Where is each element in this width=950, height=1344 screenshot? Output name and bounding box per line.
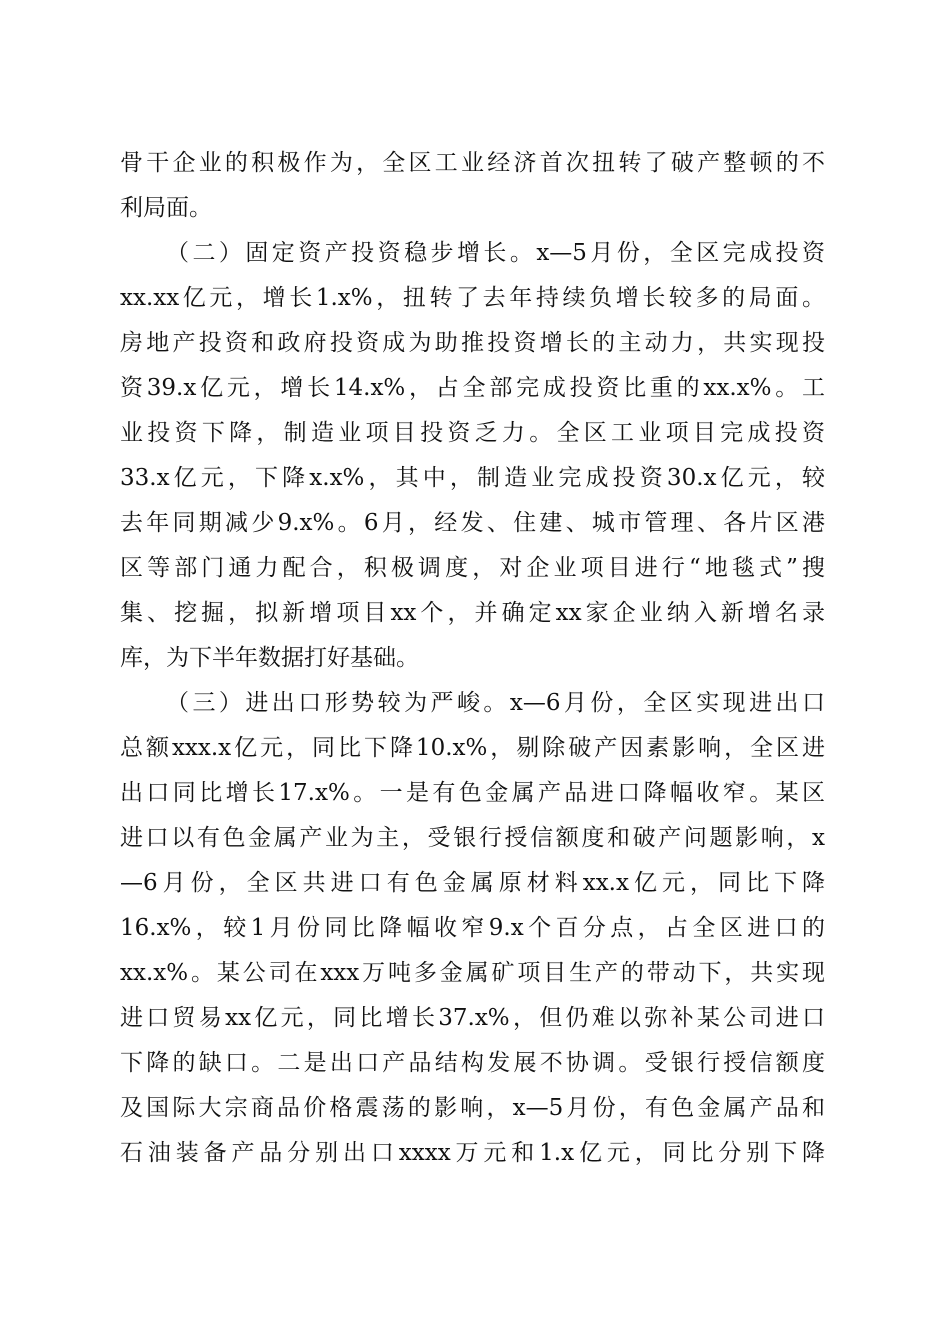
text-line: 去年同期减少9.x%。6月，经发、住建、城市管理、各片区港	[120, 510, 825, 536]
text-line: 资39.x亿元，增长14.x%，占全部完成投资比重的xx.x%。工	[120, 375, 825, 401]
text-line: 房地产投资和政府投资成为助推投资增长的主动力，共实现投	[120, 330, 825, 356]
text-line: 16.x%，较1月份同比降幅收窄9.x个百分点，占全区进口的	[120, 915, 825, 941]
text-line: 骨干企业的积极作为，全区工业经济首次扭转了破产整顿的不	[120, 150, 825, 176]
text-line: 石油装备产品分别出口xxxx万元和1.x亿元，同比分别下降	[120, 1140, 825, 1166]
text-line: xx.xx亿元，增长1.x%，扭转了去年持续负增长较多的局面。	[120, 285, 825, 311]
text-line: 业投资下降，制造业项目投资乏力。全区工业项目完成投资	[120, 420, 825, 446]
text-line: 区等部门通力配合，积极调度，对企业项目进行“地毯式”搜	[120, 555, 825, 581]
text-line: 库，为下半年数据打好基础。	[120, 645, 419, 671]
text-line: —6月份，全区共进口有色金属原材料xx.x亿元，同比下降	[120, 870, 825, 896]
text-line: xx.x%。某公司在xxx万吨多金属矿项目生产的带动下，共实现	[120, 960, 825, 986]
text-line: 总额xxx.x亿元，同比下降10.x%，剔除破产因素影响，全区进	[120, 735, 825, 761]
section-heading-line: （三）进出口形势较为严峻。x—6月份，全区实现进出口	[166, 690, 825, 716]
text-line: 下降的缺口。二是出口产品结构发展不协调。受银行授信额度	[120, 1050, 825, 1076]
text-line: 利局面。	[120, 195, 212, 221]
text-line: 进口以有色金属产业为主，受银行授信额度和破产问题影响，x	[120, 825, 825, 851]
text-line: 进口贸易xx亿元，同比增长37.x%，但仍难以弥补某公司进口	[120, 1005, 825, 1031]
text-line: 集、挖掘，拟新增项目xx个，并确定xx家企业纳入新增名录	[120, 600, 825, 626]
text-line: 及国际大宗商品价格震荡的影响，x—5月份，有色金属产品和	[120, 1095, 825, 1121]
section-heading-line: （二）固定资产投资稳步增长。x—5月份，全区完成投资	[166, 240, 825, 266]
text-line: 出口同比增长17.x%。一是有色金属产品进口降幅收窄。某区	[120, 780, 825, 806]
text-line: 33.x亿元，下降x.x%，其中，制造业完成投资30.x亿元，较	[120, 465, 825, 491]
